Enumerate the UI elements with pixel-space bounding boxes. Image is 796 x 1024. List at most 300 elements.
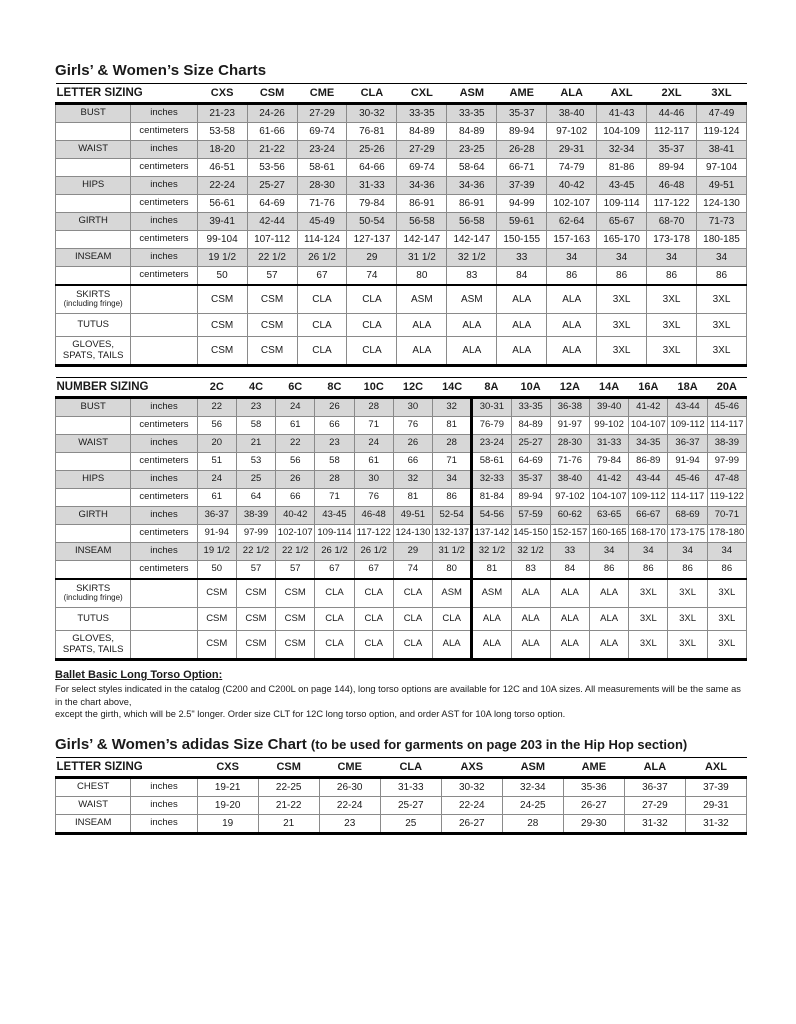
size-cell: 142-147 [397, 231, 447, 249]
row-label: INSEAM [56, 249, 131, 267]
unit-cell: inches [131, 213, 197, 231]
size-cell: CLA [354, 608, 393, 631]
size-cell: ALA [497, 314, 547, 337]
size-cell: 34 [597, 249, 647, 267]
size-cell: CSM [247, 314, 297, 337]
size-cell: ALA [433, 631, 472, 660]
column-header-asm: ASM [447, 84, 497, 104]
size-cell: 22 [276, 435, 315, 453]
letter-sizing-table [55, 83, 747, 367]
size-cell: 26 [393, 435, 432, 453]
size-cell: ALA [447, 337, 497, 366]
size-cell: 81 [433, 417, 472, 435]
size-cell: ASM [397, 285, 447, 314]
row-label: CHEST [56, 777, 131, 796]
table-row [56, 123, 747, 141]
size-cell: 57 [247, 267, 297, 286]
size-cell: 27-29 [397, 141, 447, 159]
column-header-10a: 10A [511, 378, 550, 398]
size-cell: 102-107 [547, 195, 597, 213]
size-cell: 22 1/2 [276, 543, 315, 561]
size-cell: 117-122 [647, 195, 697, 213]
size-cell: 86 [697, 267, 747, 286]
column-header-3xl: 3XL [697, 84, 747, 104]
size-cell: 76 [393, 417, 432, 435]
size-cell: 58-61 [472, 453, 511, 471]
size-cell: 61-66 [247, 123, 297, 141]
unit-cell: centimeters [131, 231, 197, 249]
table-row [56, 471, 747, 489]
unit-cell: centimeters [131, 489, 197, 507]
size-cell: 97-102 [550, 489, 589, 507]
column-header-axs: AXS [441, 757, 502, 777]
column-header-6c: 6C [276, 378, 315, 398]
size-cell: 61 [276, 417, 315, 435]
size-cell: 71 [354, 417, 393, 435]
size-cell: CSM [236, 631, 275, 660]
size-cell: 36-37 [197, 507, 236, 525]
size-cell: 64-66 [347, 159, 397, 177]
column-header-8c: 8C [315, 378, 354, 398]
size-cell: 46-51 [197, 159, 247, 177]
size-cell: 3XL [629, 631, 668, 660]
size-cell: 22-25 [258, 777, 319, 796]
size-cell: 40-42 [547, 177, 597, 195]
size-cell: 30 [393, 398, 432, 417]
table-row [56, 231, 747, 249]
size-cell: 84 [497, 267, 547, 286]
size-cell: 119-122 [707, 489, 746, 507]
size-cell: CSM [197, 631, 236, 660]
size-cell: ALA [589, 631, 628, 660]
size-cell: 22 [197, 398, 236, 417]
size-cell: 84-89 [511, 417, 550, 435]
size-cell: 43-45 [597, 177, 647, 195]
size-cell: 86 [668, 561, 707, 580]
size-cell: CSM [197, 337, 247, 366]
size-cell: 137-142 [472, 525, 511, 543]
size-cell: 29-31 [685, 796, 746, 814]
size-cell: 29-30 [563, 814, 624, 833]
row-label [56, 195, 131, 213]
column-header-cla: CLA [347, 84, 397, 104]
size-cell: 47-49 [697, 104, 747, 123]
column-header-10c: 10C [354, 378, 393, 398]
size-cell: 34 [697, 249, 747, 267]
column-header-cme: CME [319, 757, 380, 777]
size-cell: 32-34 [597, 141, 647, 159]
size-cell: CSM [236, 579, 275, 608]
size-cell: 81-84 [472, 489, 511, 507]
number-sizing-table [55, 377, 747, 661]
column-header-14c: 14C [433, 378, 472, 398]
size-cell: 157-163 [547, 231, 597, 249]
size-cell: 165-170 [597, 231, 647, 249]
size-cell: ALA [511, 579, 550, 608]
unit-cell [131, 337, 197, 366]
unit-cell: centimeters [131, 525, 197, 543]
table-row [56, 285, 747, 314]
size-cell: ALA [589, 608, 628, 631]
column-header-cxl: CXL [397, 84, 447, 104]
size-cell: 86 [629, 561, 668, 580]
size-cell: 28 [354, 398, 393, 417]
size-cell: 54-56 [472, 507, 511, 525]
size-cell: 56-61 [197, 195, 247, 213]
size-cell: 86 [433, 489, 472, 507]
size-cell: 56-58 [447, 213, 497, 231]
table-row [56, 267, 747, 286]
size-cell: 3XL [597, 285, 647, 314]
size-cell: 86-89 [629, 453, 668, 471]
table-row [56, 489, 747, 507]
size-cell: 104-107 [629, 417, 668, 435]
table-row [56, 579, 747, 608]
table-row [56, 525, 747, 543]
size-cell: 34 [547, 249, 597, 267]
size-cell: 31 1/2 [433, 543, 472, 561]
size-cell: 65-67 [597, 213, 647, 231]
size-cell: 43-44 [668, 398, 707, 417]
row-label: WAIST [56, 435, 131, 453]
size-cell: 3XL [707, 579, 746, 608]
size-cell: 178-180 [707, 525, 746, 543]
size-cell: CLA [315, 608, 354, 631]
size-cell: 34-36 [397, 177, 447, 195]
size-cell: 41-42 [589, 471, 628, 489]
adidas-size-table [55, 757, 747, 835]
size-cell: 3XL [697, 314, 747, 337]
size-cell: CLA [315, 631, 354, 660]
size-cell: 33 [550, 543, 589, 561]
unit-cell: inches [131, 543, 197, 561]
size-cell: 28 [315, 471, 354, 489]
size-cell: 33-35 [397, 104, 447, 123]
size-cell: 43-45 [315, 507, 354, 525]
unit-cell: centimeters [131, 123, 197, 141]
size-cell: 3XL [697, 285, 747, 314]
size-cell: 24-26 [247, 104, 297, 123]
row-label: GIRTH [56, 507, 131, 525]
column-header-20a: 20A [707, 378, 746, 398]
size-cell: 109-114 [597, 195, 647, 213]
row-label: SKIRTS (including fringe) [56, 579, 131, 608]
column-header-12c: 12C [393, 378, 432, 398]
size-cell: ALA [511, 631, 550, 660]
size-cell: 74-79 [547, 159, 597, 177]
number-sizing-corner-label: NUMBER SIZING [56, 378, 198, 398]
size-cell: 127-137 [347, 231, 397, 249]
size-cell: 59-61 [497, 213, 547, 231]
table-row [56, 543, 747, 561]
size-cell: 107-112 [247, 231, 297, 249]
size-cell: 30-31 [472, 398, 511, 417]
page-content [55, 62, 747, 835]
unit-cell: centimeters [131, 453, 197, 471]
size-cell: 76-81 [347, 123, 397, 141]
size-cell: 26-30 [319, 777, 380, 796]
size-cell: 97-99 [236, 525, 275, 543]
size-cell: 35-37 [647, 141, 697, 159]
size-cell: CSM [247, 337, 297, 366]
size-cell: 32 1/2 [511, 543, 550, 561]
unit-cell: inches [131, 471, 197, 489]
size-cell: 31-32 [685, 814, 746, 833]
size-cell: 70-71 [707, 507, 746, 525]
unit-cell: inches [131, 398, 197, 417]
row-label: GLOVES, SPATS, TAILS [56, 631, 131, 660]
row-label [56, 159, 131, 177]
size-cell: 117-122 [354, 525, 393, 543]
size-cell: ALA [497, 285, 547, 314]
column-header-csm: CSM [247, 84, 297, 104]
size-cell: 57 [236, 561, 275, 580]
size-cell: 45-49 [297, 213, 347, 231]
size-cell: 25-26 [347, 141, 397, 159]
adidas-chart-title-note: (to be used for garments on page 203 in the Hip Hop section) [310, 736, 688, 752]
size-cell: ALA [550, 631, 589, 660]
table-row [56, 213, 747, 231]
column-header-cxs: CXS [197, 757, 258, 777]
size-cell: 47-48 [707, 471, 746, 489]
size-cell: 26 1/2 [315, 543, 354, 561]
size-cell: CSM [247, 285, 297, 314]
column-header-ala: ALA [547, 84, 597, 104]
size-cell: ALA [447, 314, 497, 337]
size-cell: 23 [319, 814, 380, 833]
size-cell: 35-37 [511, 471, 550, 489]
size-cell: ASM [472, 579, 511, 608]
size-cell: 86 [597, 267, 647, 286]
size-cell: 67 [315, 561, 354, 580]
size-cell: 26 1/2 [297, 249, 347, 267]
size-cell: 76 [354, 489, 393, 507]
size-cell: 99-102 [589, 417, 628, 435]
size-cell: CLA [297, 285, 347, 314]
unit-cell [131, 285, 197, 314]
size-cell: 33-35 [511, 398, 550, 417]
size-cell: 109-112 [629, 489, 668, 507]
size-cell: 21 [236, 435, 275, 453]
size-cell: 61 [354, 453, 393, 471]
size-cell: 36-38 [550, 398, 589, 417]
size-cell: 74 [347, 267, 397, 286]
size-cell: CLA [393, 608, 432, 631]
size-cell: 34-36 [447, 177, 497, 195]
size-cell: 58-61 [297, 159, 347, 177]
size-cell: ALA [397, 314, 447, 337]
column-header-ame: AME [497, 84, 547, 104]
row-label [56, 231, 131, 249]
size-cell: 81-86 [597, 159, 647, 177]
size-cell: 3XL [668, 608, 707, 631]
size-cell: ASM [447, 285, 497, 314]
table-row [56, 398, 747, 417]
size-cell: 64-69 [247, 195, 297, 213]
column-header-cla: CLA [380, 757, 441, 777]
size-cell: 24-25 [502, 796, 563, 814]
size-cell: 28 [502, 814, 563, 833]
size-cell: 57 [276, 561, 315, 580]
size-cell: 39-41 [197, 213, 247, 231]
size-cell: 3XL [629, 608, 668, 631]
size-cell: CLA [347, 314, 397, 337]
column-header-8a: 8A [472, 378, 511, 398]
size-cell: 97-102 [547, 123, 597, 141]
size-cell: 29 [347, 249, 397, 267]
size-cell: 36-37 [624, 777, 685, 796]
size-cell: ALA [497, 337, 547, 366]
size-cell: 64-69 [511, 453, 550, 471]
unit-cell: inches [131, 141, 197, 159]
size-cell: CSM [197, 285, 247, 314]
table-row [56, 337, 747, 366]
size-cell: 60-62 [550, 507, 589, 525]
size-cell: 66-67 [629, 507, 668, 525]
size-cell: 66 [276, 489, 315, 507]
size-cell: 3XL [647, 337, 697, 366]
unit-cell: inches [131, 104, 197, 123]
size-cell: 57-59 [511, 507, 550, 525]
size-cell: 23 [236, 398, 275, 417]
size-cell: 58-64 [447, 159, 497, 177]
size-cell: 58 [315, 453, 354, 471]
size-cell: 91-97 [550, 417, 589, 435]
size-cell: 173-175 [668, 525, 707, 543]
size-cell: 84 [550, 561, 589, 580]
unit-cell: centimeters [131, 159, 197, 177]
size-cell: 37-39 [685, 777, 746, 796]
unit-cell: inches [131, 814, 197, 833]
size-cell: 21 [258, 814, 319, 833]
size-cell: 50 [197, 561, 236, 580]
size-cell: 58 [236, 417, 275, 435]
size-cell: 31-32 [624, 814, 685, 833]
row-label: GLOVES, SPATS, TAILS [56, 337, 131, 366]
size-cell: 63-65 [589, 507, 628, 525]
size-cell: 25-27 [247, 177, 297, 195]
size-cell: 31-33 [589, 435, 628, 453]
size-cell: 132-137 [433, 525, 472, 543]
row-label [56, 561, 131, 580]
size-cell: 29-31 [547, 141, 597, 159]
size-cell: CLA [354, 579, 393, 608]
size-cell: 84-89 [447, 123, 497, 141]
size-cell: 173-178 [647, 231, 697, 249]
size-cell: 64 [236, 489, 275, 507]
ballet-note-heading: Ballet Basic Long Torso Option: [55, 669, 223, 681]
size-cell: 99-104 [197, 231, 247, 249]
size-cell: 84-89 [397, 123, 447, 141]
size-cell: 36-37 [668, 435, 707, 453]
size-cell: 22-24 [319, 796, 380, 814]
size-cell: 71-76 [550, 453, 589, 471]
size-cell: 22 1/2 [236, 543, 275, 561]
size-cell: 37-39 [497, 177, 547, 195]
size-cell: 34 [668, 543, 707, 561]
table-row [56, 104, 747, 123]
row-label: HIPS [56, 471, 131, 489]
column-header-cxs: CXS [197, 84, 247, 104]
ballet-note-line1: For select styles indicated in the catalog (C200 and C200L on page 144), long torso options are available for 12C and 10A sizes. All measurements will be the same as in the chart above, [55, 684, 741, 707]
size-cell: 46-48 [354, 507, 393, 525]
size-cell: 89-94 [511, 489, 550, 507]
size-cell: 71-76 [297, 195, 347, 213]
row-label: WAIST [56, 141, 131, 159]
adidas-chart-title [55, 736, 747, 753]
size-cell: 50-54 [347, 213, 397, 231]
size-cell: 28-30 [297, 177, 347, 195]
size-cell: 32-33 [472, 471, 511, 489]
size-cell: 24 [354, 435, 393, 453]
table-row [56, 777, 747, 796]
unit-cell: inches [131, 177, 197, 195]
row-label: WAIST [56, 796, 131, 814]
size-cell: 19-21 [197, 777, 258, 796]
size-cell: 80 [397, 267, 447, 286]
size-cell: 19 1/2 [197, 543, 236, 561]
size-cell: 34 [707, 543, 746, 561]
size-cell: 3XL [697, 337, 747, 366]
size-cell: 23-24 [297, 141, 347, 159]
size-cell: 50 [197, 267, 247, 286]
size-cell: 38-40 [550, 471, 589, 489]
size-cell: 3XL [647, 285, 697, 314]
size-cell: 3XL [629, 579, 668, 608]
size-cell: 41-42 [629, 398, 668, 417]
letter-sizing-corner-label: LETTER SIZING [56, 84, 198, 104]
size-cell: 104-109 [597, 123, 647, 141]
size-cell: 27-29 [297, 104, 347, 123]
size-cell: CSM [276, 631, 315, 660]
size-cell: 26-28 [497, 141, 547, 159]
size-cell: 33-35 [447, 104, 497, 123]
table-row [56, 814, 747, 833]
table-row [56, 631, 747, 660]
size-cell: ALA [511, 608, 550, 631]
size-cell: 80 [433, 561, 472, 580]
size-cell: 21-22 [247, 141, 297, 159]
column-header-18a: 18A [668, 378, 707, 398]
unit-cell: inches [131, 796, 197, 814]
column-header-16a: 16A [629, 378, 668, 398]
size-cell: 34 [589, 543, 628, 561]
size-cell: 24 [276, 398, 315, 417]
table-row [56, 507, 747, 525]
size-cell: 3XL [707, 608, 746, 631]
size-cell: 31-33 [380, 777, 441, 796]
size-cell: 49-51 [697, 177, 747, 195]
size-cell: 22-24 [197, 177, 247, 195]
size-cell: 79-84 [347, 195, 397, 213]
size-cell: 71-73 [697, 213, 747, 231]
size-cell: 102-107 [276, 525, 315, 543]
size-cell: 69-74 [297, 123, 347, 141]
size-cell: ALA [397, 337, 447, 366]
page-title: Girls’ & Women’s Size Charts [55, 62, 267, 79]
size-cell: 32 1/2 [472, 543, 511, 561]
size-cell: 24 [197, 471, 236, 489]
size-cell: 41-43 [597, 104, 647, 123]
size-cell: 18-20 [197, 141, 247, 159]
size-cell: 27-29 [624, 796, 685, 814]
size-cell: ALA [472, 608, 511, 631]
size-cell: 160-165 [589, 525, 628, 543]
size-cell: 68-70 [647, 213, 697, 231]
size-cell: ALA [550, 579, 589, 608]
unit-cell: centimeters [131, 267, 197, 286]
ballet-long-torso-note [55, 669, 747, 721]
